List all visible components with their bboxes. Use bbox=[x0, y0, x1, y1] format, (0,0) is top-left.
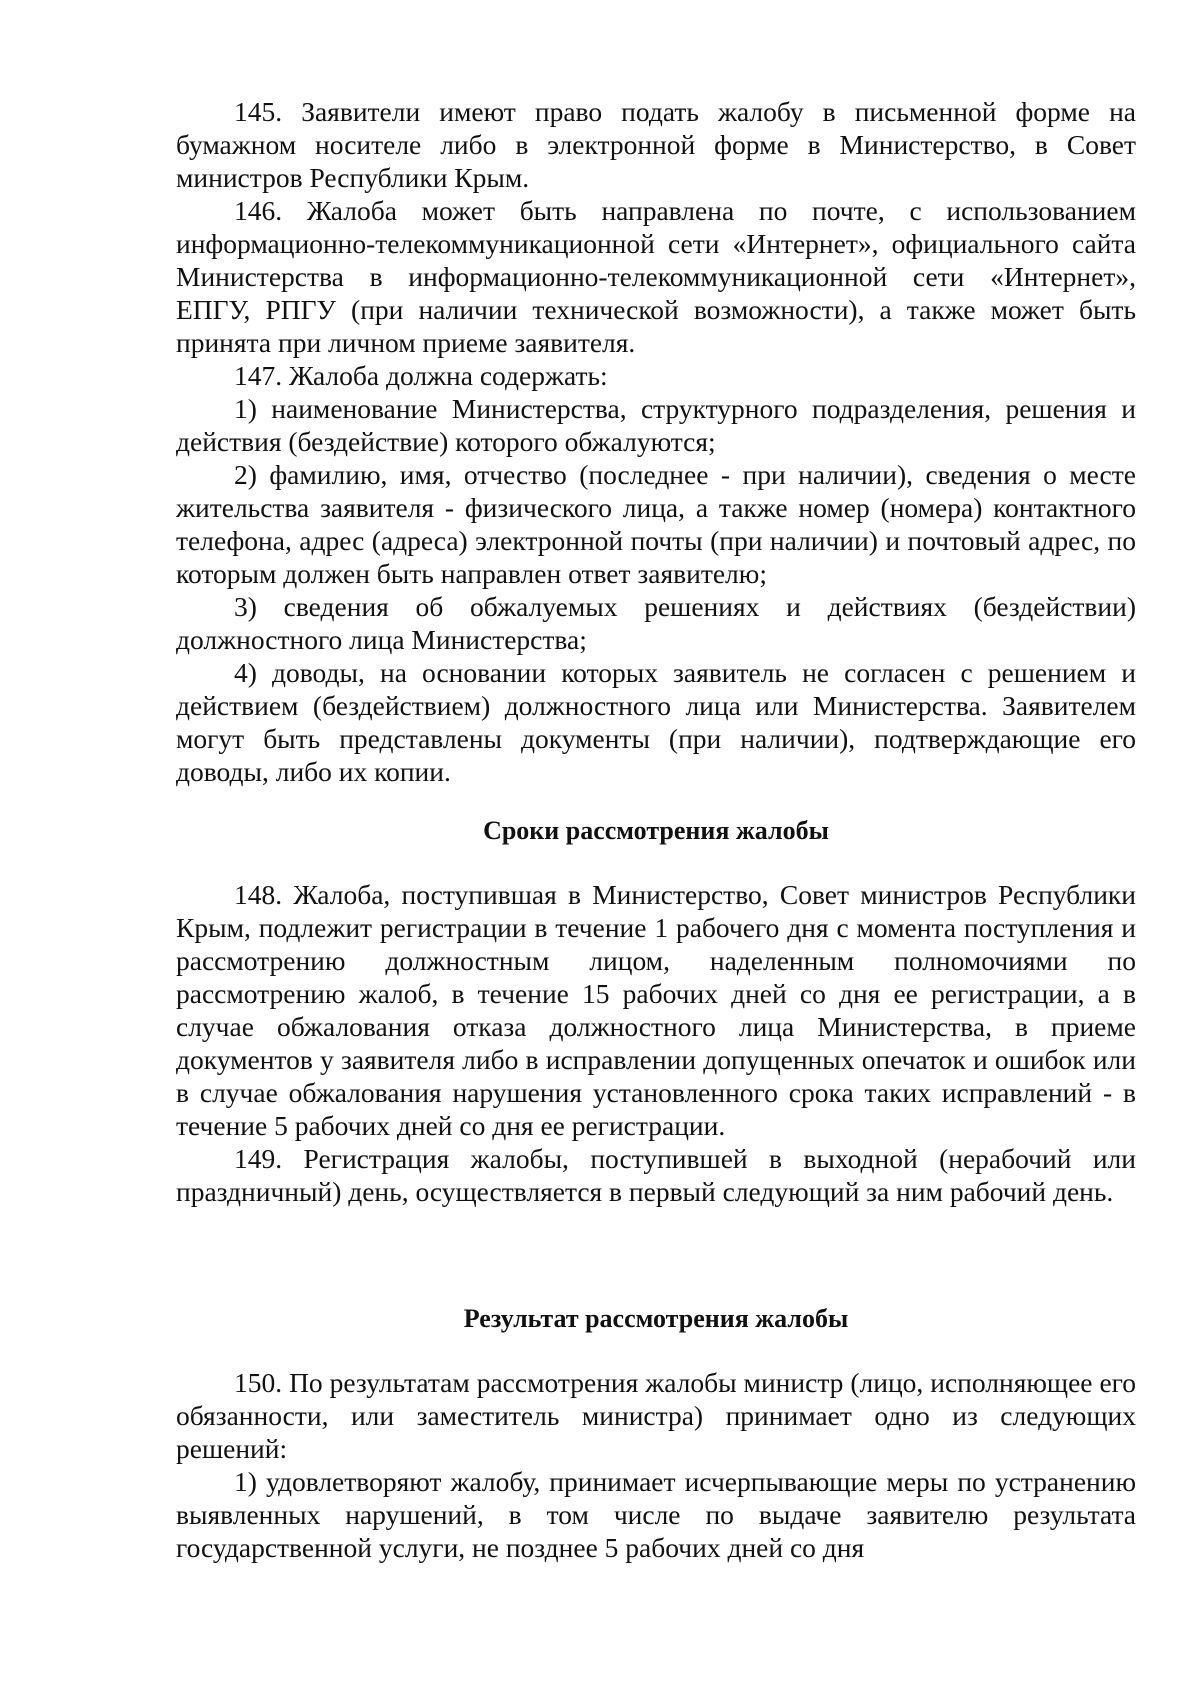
paragraph-148: 148. Жалоба, поступившая в Министерство, Совет министров Республики Крым, подлежит регистрации в течение 1 рабочего дня с момента поступления и рассмотрению должностным лицом, наделенным полномочиями по рассмотрению жалоб, в течение 15 рабочих дней со дня ее регистрации, а в случае обжалования отказа должностного лица Министерства, в приеме документов у заявителя либо в исправлении допущенных опечаток и ошибок или в случае обжалования нарушения установленного срока таких исправлений - в течение 5 рабочих дней со дня ее регистрации. bbox=[176, 879, 1136, 1141]
paragraph-150: 150. По результатам рассмотрения жалобы министр (лицо, исполняющее его обязанности, или заместитель министра) принимает одно из следующих решений: bbox=[176, 1367, 1136, 1464]
paragraph-147-item-2: 2) фамилию, имя, отчество (последнее - при наличии), сведения о месте жительства заявителя - физического лица, а также номер (номера) контактного телефона, адрес (адреса) электронной почты (при наличии) и почтовый адрес, по которым должен быть направлен ответ заявителю; bbox=[176, 459, 1136, 589]
section-heading-review-terms: Сроки рассмотрения жалобы bbox=[483, 816, 829, 845]
paragraph-150-item-1: 1) удовлетворяют жалобу, принимает исчерпывающие меры по устранению выявленных нарушений, в том числе по выдаче заявителю результата государственной услуги, не позднее 5 рабочих дней со дня bbox=[176, 1466, 1136, 1563]
section-heading-review-result: Результат рассмотрения жалобы bbox=[463, 1304, 849, 1333]
section-complaint-submission bbox=[176, 95, 1136, 788]
paragraph-145: 145. Заявители имеют право подать жалобу в письменной форме на бумажном носителе либо в электронной форме в Министерство, в Совет министров Республики Крым. bbox=[176, 96, 1136, 193]
paragraph-147: 147. Жалоба должна содержать: bbox=[234, 360, 608, 391]
paragraph-146: 146. Жалоба может быть направлена по почте, с использованием информационно-телекоммуникационной сети «Интернет», официального сайта Министерства в информационно-телекоммуникационной сети «Интернет», ЕПГУ, РПГУ (при наличии технической возможности), а также может быть принята при личном приеме заявителя. bbox=[176, 195, 1136, 358]
section-review-terms bbox=[176, 878, 1136, 1208]
paragraph-147-item-1: 1) наименование Министерства, структурного подразделения, решения и действия (бездействие) которого обжалуются; bbox=[176, 393, 1136, 457]
paragraph-147-item-3: 3) сведения об обжалуемых решениях и действиях (бездействии) должностного лица Министерства; bbox=[176, 591, 1136, 655]
paragraph-147-item-4: 4) доводы, на основании которых заявитель не согласен с решением и действием (бездействием) должностного лица или Министерства. Заявителем могут быть представлены документы (при наличии), подтверждающие его доводы, либо их копии. bbox=[176, 657, 1136, 787]
section-review-result bbox=[176, 1366, 1136, 1564]
paragraph-149: 149. Регистрация жалобы, поступившей в выходной (нерабочий или праздничный) день, осуществляется в первый следующий за ним рабочий день. bbox=[176, 1143, 1136, 1207]
